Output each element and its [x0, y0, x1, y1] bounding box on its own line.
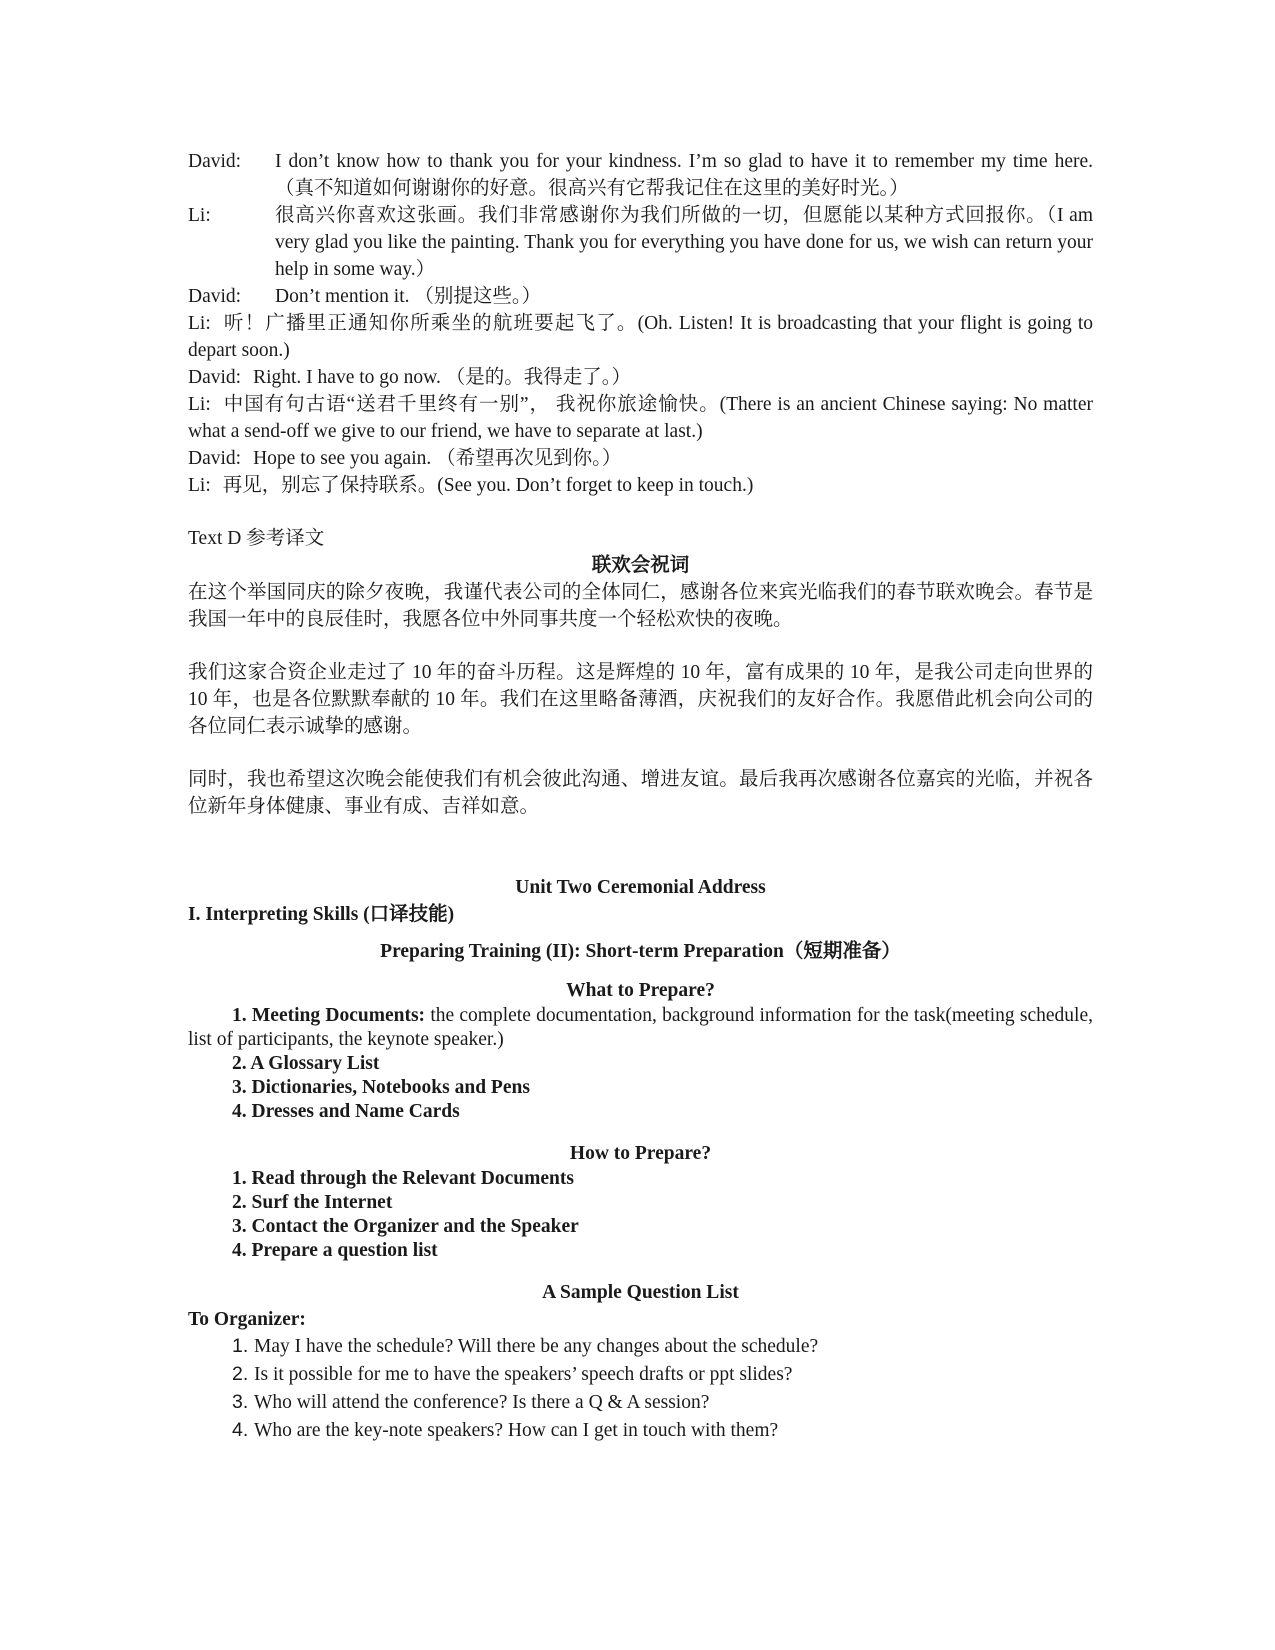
question-text: Is it possible for me to have the speakers’ speech drafts or ppt slides? — [254, 1364, 793, 1385]
how-to-prepare-heading: How to Prepare? — [569, 1143, 712, 1164]
list-item: 3. Contact the Organizer and the Speaker — [232, 1216, 579, 1237]
text-d-label: Text D 参考译文 — [188, 528, 325, 549]
question-item — [232, 1361, 1093, 1388]
speaker-label: David: — [188, 367, 242, 388]
dialogue-line — [188, 310, 1093, 364]
utterance: I don’t know how to thank you for your kindness. I’m so glad to have it to remember my time here. （真不知道如何谢谢你的好意。很高兴有它帮我记住在这里的美好时光。） — [275, 151, 1093, 199]
question-item — [232, 1417, 1093, 1444]
document-page — [188, 148, 1093, 1445]
dialogue-line — [188, 283, 1093, 310]
list-item: 3. Dictionaries, Notebooks and Pens — [232, 1077, 530, 1098]
utterance: Hope to see you again. （希望再次见到你。） — [253, 448, 622, 469]
sample-list-heading: A Sample Question List — [542, 1282, 739, 1303]
dialogue-line — [188, 472, 1093, 499]
section-subtitle: Preparing Training (II): Short-term Preparation（短期准备） — [380, 941, 901, 962]
paragraph: 在这个举国同庆的除夕夜晚，我谨代表公司的全体同仁，感谢各位来宾光临我们的春节联欢晚会。春节是我国一年中的良辰佳时，我愿各位中外同事共度一个轻松欢快的夜晚。 — [188, 582, 1093, 630]
dialogue-line — [188, 445, 1093, 472]
list-item: 2. Surf the Internet — [232, 1192, 393, 1213]
list-item: 4. Dresses and Name Cards — [232, 1101, 460, 1122]
speaker-label: Li: — [188, 394, 211, 415]
question-text: Who are the key-note speakers? How can I get in touch with them? — [254, 1420, 779, 1441]
utterance: 再见，别忘了保持联系。(See you. Don’t forget to keep in touch.) — [222, 475, 754, 496]
utterance: Right. I have to go now. （是的。我得走了。） — [253, 367, 631, 388]
speaker-label: David: — [188, 151, 242, 172]
question-text: May I have the schedule? Will there be any changes about the schedule? — [254, 1336, 819, 1357]
dialogue-line — [188, 148, 1093, 202]
question-item — [232, 1333, 1093, 1360]
text-d-title: 联欢会祝词 — [591, 555, 690, 576]
question-number: 3. — [232, 1391, 249, 1413]
list-item: 4. Prepare a question list — [232, 1240, 438, 1261]
paragraph: 同时，我也希望这次晚会能使我们有机会彼此沟通、增进友谊。最后我再次感谢各位嘉宾的光临，并祝各位新年身体健康、事业有成、吉祥如意。 — [188, 769, 1093, 817]
paragraph: 我们这家合资企业走过了 10 年的奋斗历程。这是辉煌的 10 年，富有成果的 10 年，是我公司走向世界的 10 年，也是各位默默奉献的 10 年。我们在这里略备薄酒，庆祝我们的友好合作。我愿借此机会向公司的各位同仁表示诚挚的感谢。 — [188, 662, 1093, 737]
utterance: 中国有句古语“送君千里终有一别”， 我祝你旅途愉快。(There is an ancient Chinese saying: No matter what a send-off we give to our friend, we have to separate at last.) — [188, 394, 1093, 442]
list-item: 2. A Glossary List — [232, 1053, 380, 1074]
utterance: 听！广播里正通知你所乘坐的航班要起飞了。(Oh. Listen! It is broadcasting that your flight is going to depart soon.) — [188, 313, 1093, 361]
question-number: 1. — [232, 1335, 249, 1357]
speaker-label: David: — [188, 286, 242, 307]
section-heading: I. Interpreting Skills (口译技能) — [188, 904, 455, 925]
to-organizer-label: To Organizer: — [188, 1309, 306, 1330]
question-number: 2. — [232, 1363, 249, 1385]
unit-title: Unit Two Ceremonial Address — [515, 877, 766, 898]
item-text: the complete documentation, background information for the task(meeting schedule, list of participants, the keynote speaker.) — [188, 1005, 1094, 1050]
speaker-label: Li: — [188, 205, 211, 226]
question-list — [188, 1333, 1093, 1444]
what-to-prepare-heading: What to Prepare? — [566, 980, 715, 1001]
speaker-label: David: — [188, 448, 242, 469]
utterance: 很高兴你喜欢这张画。我们非常感谢你为我们所做的一切，但愿能以某种方式回报你。（I am very glad you like the painting. Thank you for everything you have done for us, we wish can return your help in some way.） — [275, 205, 1093, 280]
question-text: Who will attend the conference? Is there a Q & A session? — [254, 1392, 710, 1413]
dialogue-line — [188, 364, 1093, 391]
list-item — [188, 1004, 1093, 1052]
utterance: Don’t mention it. （别提这些。） — [275, 286, 542, 307]
speaker-label: Li: — [188, 313, 211, 334]
item-lead: 1. Meeting Documents: — [232, 1005, 426, 1026]
speaker-label: Li: — [188, 475, 211, 496]
list-item: 1. Read through the Relevant Documents — [232, 1168, 574, 1189]
dialogue-line — [188, 391, 1093, 445]
dialogue-line — [188, 202, 1093, 283]
question-number: 4. — [232, 1419, 249, 1441]
question-item — [232, 1389, 1093, 1416]
